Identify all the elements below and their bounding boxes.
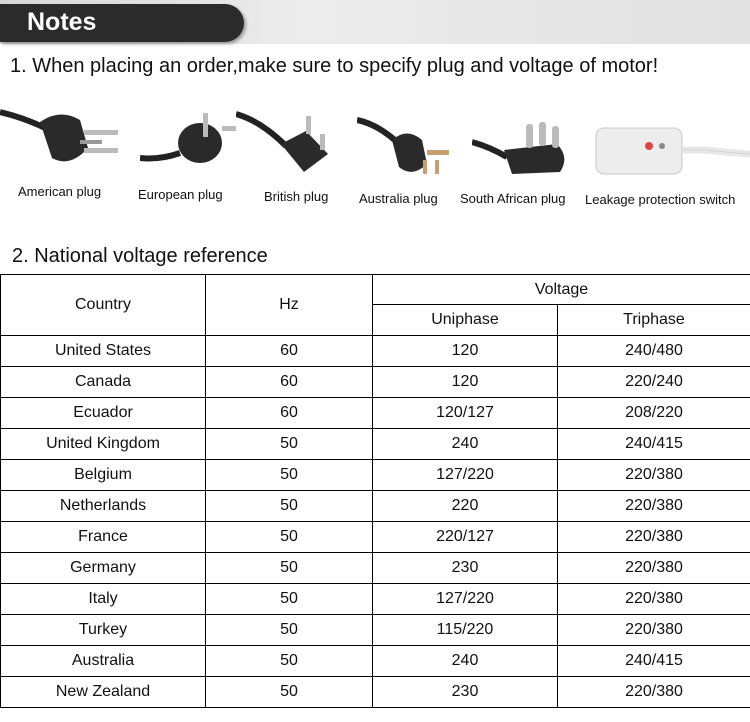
cell-triphase: 220/380	[558, 553, 750, 584]
cell-hz: 50	[206, 429, 373, 460]
cell-country: Belgium	[1, 460, 206, 491]
cell-triphase: 220/380	[558, 491, 750, 522]
plug-label-leakage: Leakage protection switch	[585, 192, 736, 207]
cell-uniphase: 127/220	[373, 584, 558, 615]
cell-triphase: 240/415	[558, 646, 750, 677]
cell-uniphase: 127/220	[373, 460, 558, 491]
cell-triphase: 220/380	[558, 615, 750, 646]
cell-country: France	[1, 522, 206, 553]
cell-country: United Kingdom	[1, 429, 206, 460]
table-row	[1, 615, 750, 646]
cell-country: Canada	[1, 367, 206, 398]
cell-country: Ecuador	[1, 398, 206, 429]
cell-country: Australia	[1, 646, 206, 677]
cell-uniphase: 220	[373, 491, 558, 522]
cell-triphase: 220/380	[558, 460, 750, 491]
cell-uniphase: 230	[373, 677, 558, 708]
cell-hz: 50	[206, 646, 373, 677]
voltage-table	[0, 274, 750, 708]
header-country: Country	[1, 275, 206, 336]
cell-hz: 60	[206, 367, 373, 398]
table-row	[1, 336, 750, 367]
header-uniphase: Uniphase	[373, 305, 558, 336]
cell-uniphase: 240	[373, 646, 558, 677]
notes-title: Notes	[27, 8, 97, 36]
british-plug-icon	[236, 106, 336, 178]
leakage-switch-icon	[594, 122, 750, 182]
plug-label-australia: Australia plug	[359, 191, 438, 206]
notes-banner	[0, 0, 750, 44]
plug-label-european: European plug	[138, 187, 223, 202]
plug-label-american: American plug	[18, 184, 102, 199]
cell-country: Germany	[1, 553, 206, 584]
cell-hz: 50	[206, 553, 373, 584]
cell-triphase: 220/240	[558, 367, 750, 398]
cell-hz: 50	[206, 677, 373, 708]
cell-triphase: 208/220	[558, 398, 750, 429]
cell-hz: 50	[206, 460, 373, 491]
cell-uniphase: 240	[373, 429, 558, 460]
cell-uniphase: 120	[373, 367, 558, 398]
cell-hz: 50	[206, 522, 373, 553]
cell-uniphase: 115/220	[373, 615, 558, 646]
voltage-reference-title: 2. National voltage reference	[12, 245, 268, 267]
cell-uniphase: 120	[373, 336, 558, 367]
cell-hz: 50	[206, 615, 373, 646]
cell-country: Netherlands	[1, 491, 206, 522]
table-row	[1, 460, 750, 491]
american-plug-icon	[0, 100, 125, 175]
table-row	[1, 491, 750, 522]
notes-tab	[0, 4, 244, 42]
plug-label-south-african: South African plug	[460, 191, 566, 206]
cell-country: United States	[1, 336, 206, 367]
cell-triphase: 220/380	[558, 584, 750, 615]
cell-hz: 50	[206, 584, 373, 615]
table-row	[1, 398, 750, 429]
cell-hz: 60	[206, 398, 373, 429]
cell-uniphase: 120/127	[373, 398, 558, 429]
plug-label-british: British plug	[264, 189, 329, 204]
table-row	[1, 584, 750, 615]
table-row	[1, 429, 750, 460]
table-row	[1, 646, 750, 677]
cell-hz: 60	[206, 336, 373, 367]
cell-uniphase: 220/127	[373, 522, 558, 553]
header-triphase: Triphase	[558, 305, 750, 336]
header-voltage: Voltage	[373, 275, 750, 305]
cell-country: New Zealand	[1, 677, 206, 708]
cell-uniphase: 230	[373, 553, 558, 584]
australia-plug-icon	[357, 112, 457, 182]
table-row	[1, 522, 750, 553]
cell-triphase: 240/415	[558, 429, 750, 460]
order-note: 1. When placing an order,make sure to specify plug and voltage of motor!	[10, 55, 659, 77]
european-plug-icon	[140, 108, 240, 178]
south-african-plug-icon	[472, 122, 572, 182]
table-row	[1, 367, 750, 398]
header-hz: Hz	[206, 275, 373, 336]
cell-hz: 50	[206, 491, 373, 522]
cell-triphase: 220/380	[558, 677, 750, 708]
cell-triphase: 240/480	[558, 336, 750, 367]
cell-triphase: 220/380	[558, 522, 750, 553]
cell-country: Italy	[1, 584, 206, 615]
table-row	[1, 553, 750, 584]
cell-country: Turkey	[1, 615, 206, 646]
table-row	[1, 677, 750, 708]
